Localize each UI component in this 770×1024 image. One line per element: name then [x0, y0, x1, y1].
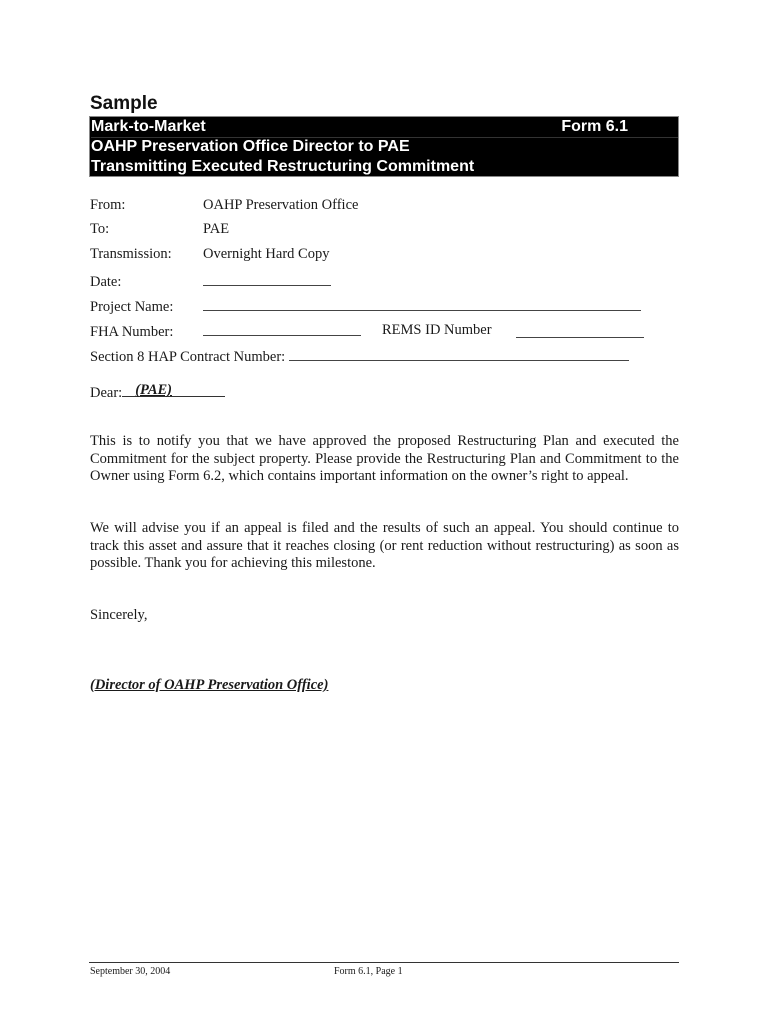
section8-blank[interactable]: [289, 346, 629, 361]
field-transmission: [90, 245, 329, 263]
addressee-blank: [122, 381, 225, 397]
signature-line: (Director of OAHP Preservation Office): [90, 677, 329, 693]
footer-divider: [89, 962, 679, 963]
to-label: To:: [90, 221, 110, 237]
field-fha-number: [90, 321, 650, 341]
date-label: Date:: [90, 274, 122, 290]
form-number: Form 6.1: [561, 118, 628, 135]
transmission-label: Transmission:: [90, 246, 172, 262]
addressee-name: (PAE): [135, 382, 172, 398]
program-name: Mark-to-Market: [91, 118, 206, 135]
transmission-value: Overnight Hard Copy: [203, 246, 330, 262]
field-date: [90, 271, 331, 291]
rems-id-label: REMS ID Number: [382, 322, 492, 338]
section8-label: Section 8 HAP Contract Number:: [90, 349, 286, 365]
date-blank[interactable]: [203, 271, 331, 286]
title-line-1: OAHP Preservation Office Director to PAE: [91, 138, 410, 155]
field-section8: [90, 346, 629, 366]
sample-label: Sample: [90, 93, 158, 114]
body-paragraph-2: We will advise you if an appeal is filed and the results of such an appeal. You should continue to track this asset and assure that it reaches closing (or rent reduction without restructuring) as soon as possible. Thank you for achieving this milestone.: [90, 520, 679, 571]
field-from: [90, 196, 358, 214]
valediction: Sincerely,: [90, 607, 148, 623]
form-title-block: [89, 116, 679, 177]
fha-number-label: FHA Number:: [90, 324, 174, 340]
project-name-blank[interactable]: [203, 296, 641, 311]
salutation: [90, 381, 225, 402]
salutation-prefix: Dear:: [90, 385, 123, 401]
footer-page-number: Form 6.1, Page 1: [334, 966, 403, 977]
field-to: [90, 220, 229, 238]
from-value: OAHP Preservation Office: [203, 197, 359, 213]
field-project-name: [90, 296, 641, 316]
rems-id-blank[interactable]: [516, 323, 644, 338]
fha-number-blank[interactable]: [203, 321, 361, 336]
from-label: From:: [90, 197, 126, 213]
to-value: PAE: [203, 221, 230, 237]
title-row-program: [91, 117, 678, 138]
footer-date: September 30, 2004: [90, 966, 171, 977]
project-name-label: Project Name:: [90, 299, 174, 315]
body-paragraph-1: This is to notify you that we have approved the proposed Restructuring Plan and executed the Commitment for the subject property. Please provide the Restructuring Plan and Commitment to the Owner using Form 6.2, which contains important information on the owner’s right to appeal.: [90, 433, 679, 484]
title-line-2: Transmitting Executed Restructuring Commitment: [91, 158, 475, 175]
